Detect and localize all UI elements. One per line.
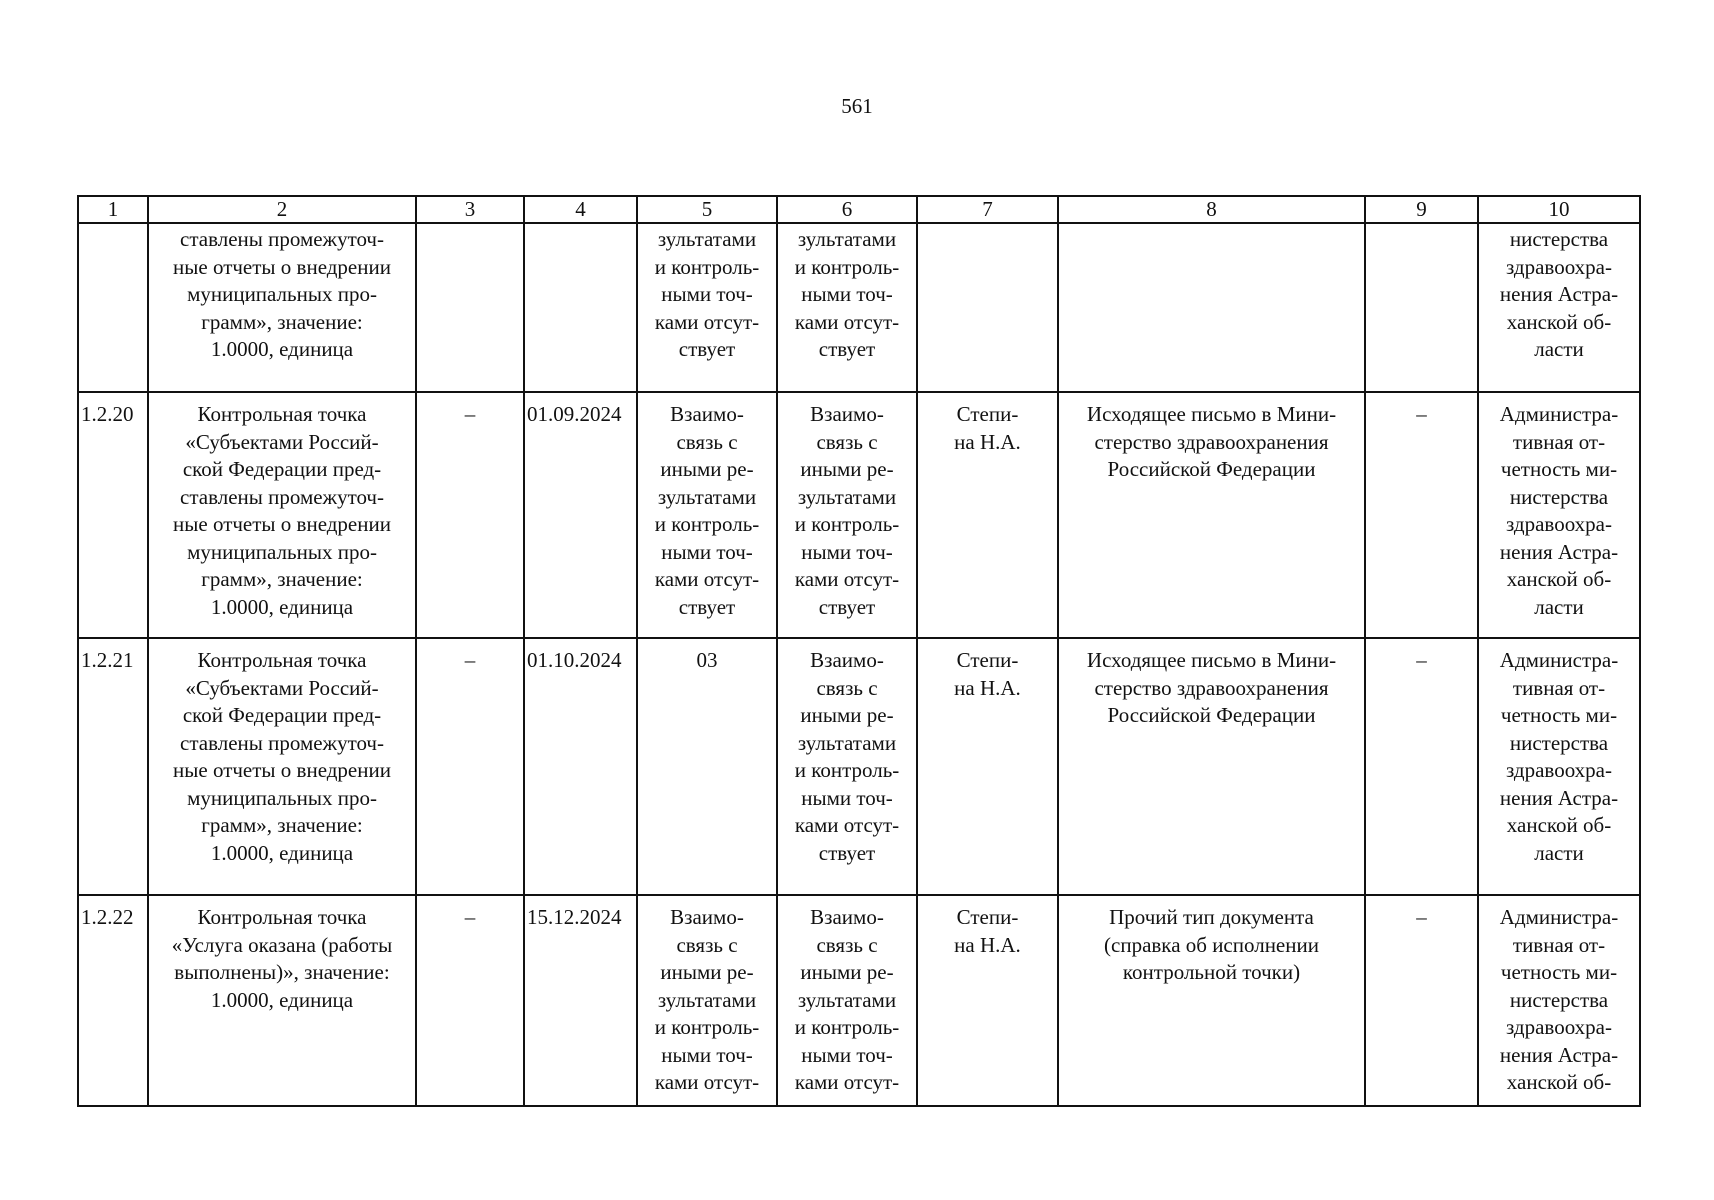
- cell-text-line: зультатами: [797, 227, 897, 251]
- cell-text-line: тивная от-: [1512, 932, 1606, 957]
- cell-text-line: «Услуга оказана (работы: [171, 932, 393, 957]
- cell-text-line: четность ми-: [1500, 457, 1618, 481]
- reporting-cell: [1478, 638, 1640, 895]
- cell-text-line: Исходящее письмо в Мини-: [1086, 402, 1337, 426]
- cell-text-line: зультатами: [797, 987, 897, 1012]
- table-row: [78, 895, 1640, 1106]
- item-description-cell: [148, 392, 416, 638]
- cell-text-line: нения Астра-: [1499, 539, 1619, 564]
- cell-text-line: 1.0000, единица: [210, 337, 354, 361]
- cell-text-line: 03: [696, 648, 718, 672]
- column-6-cell: [777, 392, 917, 638]
- cell-text-line: ханской об-: [1506, 309, 1612, 334]
- cell-text-line: (справка об исполнении: [1104, 932, 1319, 957]
- cell-text-line: нения Астра-: [1499, 785, 1619, 810]
- column-5-cell: [637, 638, 777, 895]
- column-header: 10: [1478, 196, 1640, 223]
- column-6-cell: [777, 895, 917, 1106]
- cell-text-line: и контроль-: [654, 254, 760, 279]
- column-9-cell: –: [1365, 638, 1478, 895]
- column-6-cell: [777, 638, 917, 895]
- cell-text-line: Администра-: [1499, 402, 1619, 426]
- cell-text-line: муниципальных про-: [187, 539, 377, 564]
- cell-text-line: нистерства: [1509, 227, 1609, 251]
- cell-text-line: и контроль-: [654, 512, 760, 536]
- item-number-cell: 1.2.22: [78, 895, 148, 1106]
- document-type-cell: [1058, 392, 1365, 638]
- column-9-cell: –: [1365, 895, 1478, 1106]
- column-6-cell: [777, 223, 917, 392]
- cell-text-line: ками отсут-: [654, 309, 760, 334]
- column-header: 1: [78, 196, 148, 223]
- cell-text-line: Российской Федерации: [1107, 703, 1316, 727]
- cell-text-line: ханской об-: [1506, 567, 1612, 591]
- cell-text-line: Взаимо-: [810, 402, 884, 426]
- cell-text-line: стерство здравоохранения: [1094, 675, 1329, 700]
- column-header: 9: [1365, 196, 1478, 223]
- cell-text-line: Взаимо-: [810, 905, 884, 929]
- cell-text-line: Российской Федерации: [1107, 457, 1316, 481]
- cell-text-line: Администра-: [1499, 648, 1619, 672]
- cell-text-line: ствует: [678, 594, 736, 619]
- cell-text-line: иными ре-: [800, 457, 894, 481]
- responsible-person-cell: [917, 638, 1058, 895]
- cell-text-line: связь с: [816, 429, 878, 454]
- due-date-cell: 01.09.2024: [524, 392, 637, 638]
- table-row: [78, 223, 1640, 392]
- cell-text-line: ханской об-: [1506, 813, 1612, 837]
- cell-text-line: 1.0000, единица: [210, 987, 354, 1012]
- document-type-cell: [1058, 895, 1365, 1106]
- cell-text-line: муниципальных про-: [187, 282, 377, 306]
- cell-text-line: «Субъектами Россий-: [185, 429, 379, 454]
- cell-text-line: тивная от-: [1512, 675, 1606, 700]
- cell-text-line: ными точ-: [801, 539, 893, 564]
- cell-text-line: и контроль-: [794, 758, 900, 782]
- cell-text-line: четность ми-: [1500, 703, 1618, 727]
- table-row: [78, 638, 1640, 895]
- cell-text-line: и контроль-: [794, 512, 900, 536]
- cell-text-line: здравоохра-: [1506, 254, 1612, 279]
- cell-text-line: зультатами: [657, 484, 757, 509]
- cell-text-line: ками отсут-: [794, 1070, 900, 1094]
- cell-text-line: ствует: [818, 594, 876, 619]
- cell-text-line: связь с: [816, 675, 878, 700]
- cell-text-line: Степи-: [956, 648, 1019, 672]
- cell-text-line: Взаимо-: [810, 648, 884, 672]
- cell-text-line: ласти: [1534, 840, 1584, 865]
- column-3-cell: –: [416, 895, 524, 1106]
- cell-text-line: ными точ-: [801, 785, 893, 810]
- cell-text-line: Взаимо-: [670, 905, 744, 929]
- cell-text-line: нистерства: [1509, 484, 1609, 509]
- column-3-cell: –: [416, 392, 524, 638]
- cell-text-line: связь с: [816, 932, 878, 957]
- cell-text-line: ставлены промежуточ-: [180, 730, 384, 755]
- document-type-cell: [1058, 223, 1365, 392]
- cell-text-line: здравоохра-: [1506, 512, 1612, 536]
- cell-text-line: ставлены промежуточ-: [180, 484, 384, 509]
- cell-text-line: ные отчеты о внедрении: [173, 512, 391, 536]
- cell-text-line: четность ми-: [1500, 960, 1618, 984]
- cell-text-line: нения Астра-: [1499, 282, 1619, 306]
- column-5-cell: [637, 895, 777, 1106]
- cell-text-line: ками отсут-: [794, 567, 900, 591]
- cell-text-line: Администра-: [1499, 905, 1619, 929]
- cell-text-line: Степи-: [956, 905, 1019, 929]
- cell-text-line: и контроль-: [654, 1015, 760, 1039]
- cell-text-line: ками отсут-: [654, 567, 760, 591]
- cell-text-line: ные отчеты о внедрении: [173, 758, 391, 782]
- item-description-cell: [148, 895, 416, 1106]
- plan-table: [77, 195, 1641, 1107]
- cell-text-line: ставлены промежуточ-: [180, 227, 384, 251]
- cell-text-line: ными точ-: [661, 539, 753, 564]
- cell-text-line: Прочий тип документа: [1109, 905, 1314, 929]
- cell-text-line: ствует: [818, 337, 876, 361]
- due-date-cell: [524, 223, 637, 392]
- item-number-cell: [78, 223, 148, 392]
- cell-text-line: здравоохра-: [1506, 758, 1612, 782]
- item-description-cell: [148, 223, 416, 392]
- cell-text-line: Контрольная точка: [197, 905, 367, 929]
- cell-text-line: ками отсут-: [794, 813, 900, 837]
- column-header: 3: [416, 196, 524, 223]
- cell-text-line: зультатами: [657, 987, 757, 1012]
- cell-text-line: на Н.А.: [954, 429, 1021, 454]
- column-5-cell: [637, 223, 777, 392]
- cell-text-line: связь с: [676, 429, 738, 454]
- cell-text-line: на Н.А.: [954, 675, 1021, 700]
- cell-text-line: Взаимо-: [670, 402, 744, 426]
- cell-text-line: нения Астра-: [1499, 1042, 1619, 1067]
- cell-text-line: 1.0000, единица: [210, 594, 354, 619]
- due-date-cell: 15.12.2024: [524, 895, 637, 1106]
- cell-text-line: ской Федерации пред-: [182, 457, 382, 481]
- cell-text-line: Исходящее письмо в Мини-: [1086, 648, 1337, 672]
- cell-text-line: здравоохра-: [1506, 1015, 1612, 1039]
- cell-text-line: связь с: [676, 932, 738, 957]
- cell-text-line: ными точ-: [661, 282, 753, 306]
- table-row: [78, 392, 1640, 638]
- cell-text-line: «Субъектами Россий-: [185, 675, 379, 700]
- cell-text-line: иными ре-: [800, 703, 894, 727]
- cell-text-line: муниципальных про-: [187, 785, 377, 810]
- cell-text-line: грамм», значение:: [201, 567, 363, 591]
- cell-text-line: Контрольная точка: [197, 402, 367, 426]
- page-number: 561: [841, 94, 873, 118]
- column-number-row: [78, 196, 1640, 223]
- cell-text-line: 1.0000, единица: [210, 840, 354, 865]
- item-number-cell: 1.2.21: [78, 638, 148, 895]
- responsible-person-cell: [917, 223, 1058, 392]
- cell-text-line: иными ре-: [660, 457, 754, 481]
- cell-text-line: грамм», значение:: [201, 309, 363, 334]
- cell-text-line: Контрольная точка: [197, 648, 367, 672]
- cell-text-line: зультатами: [657, 227, 757, 251]
- cell-text-line: иными ре-: [660, 960, 754, 984]
- cell-text-line: ными точ-: [801, 282, 893, 306]
- cell-text-line: нистерства: [1509, 730, 1609, 755]
- cell-text-line: и контроль-: [794, 254, 900, 279]
- due-date-cell: 01.10.2024: [524, 638, 637, 895]
- column-3-cell: –: [416, 638, 524, 895]
- cell-text-line: ками отсут-: [654, 1070, 760, 1094]
- cell-text-line: зультатами: [797, 730, 897, 755]
- cell-text-line: зультатами: [797, 484, 897, 509]
- reporting-cell: [1478, 392, 1640, 638]
- cell-text-line: грамм», значение:: [201, 813, 363, 837]
- column-header: 2: [148, 196, 416, 223]
- responsible-person-cell: [917, 895, 1058, 1106]
- cell-text-line: ными точ-: [661, 1042, 753, 1067]
- reporting-cell: [1478, 223, 1640, 392]
- cell-text-line: ласти: [1534, 594, 1584, 619]
- cell-text-line: нистерства: [1509, 987, 1609, 1012]
- cell-text-line: стерство здравоохранения: [1094, 429, 1329, 454]
- cell-text-line: иными ре-: [800, 960, 894, 984]
- cell-text-line: ствует: [818, 840, 876, 865]
- column-header: 8: [1058, 196, 1365, 223]
- cell-text-line: ные отчеты о внедрении: [173, 254, 391, 279]
- cell-text-line: контрольной точки): [1122, 960, 1301, 984]
- cell-text-line: Степи-: [956, 402, 1019, 426]
- cell-text-line: ласти: [1534, 337, 1584, 361]
- column-header: 6: [777, 196, 917, 223]
- cell-text-line: на Н.А.: [954, 932, 1021, 957]
- cell-text-line: ханской об-: [1506, 1070, 1612, 1094]
- responsible-person-cell: [917, 392, 1058, 638]
- column-header: 4: [524, 196, 637, 223]
- cell-text-line: ской Федерации пред-: [182, 703, 382, 727]
- document-type-cell: [1058, 638, 1365, 895]
- column-header: 7: [917, 196, 1058, 223]
- column-3-cell: [416, 223, 524, 392]
- column-header: 5: [637, 196, 777, 223]
- cell-text-line: ствует: [678, 337, 736, 361]
- cell-text-line: выполнены)», значение:: [174, 960, 390, 984]
- column-5-cell: [637, 392, 777, 638]
- item-description-cell: [148, 638, 416, 895]
- cell-text-line: и контроль-: [794, 1015, 900, 1039]
- item-number-cell: 1.2.20: [78, 392, 148, 638]
- cell-text-line: тивная от-: [1512, 429, 1606, 454]
- cell-text-line: ными точ-: [801, 1042, 893, 1067]
- column-9-cell: –: [1365, 392, 1478, 638]
- cell-text-line: ками отсут-: [794, 309, 900, 334]
- reporting-cell: [1478, 895, 1640, 1106]
- column-9-cell: [1365, 223, 1478, 392]
